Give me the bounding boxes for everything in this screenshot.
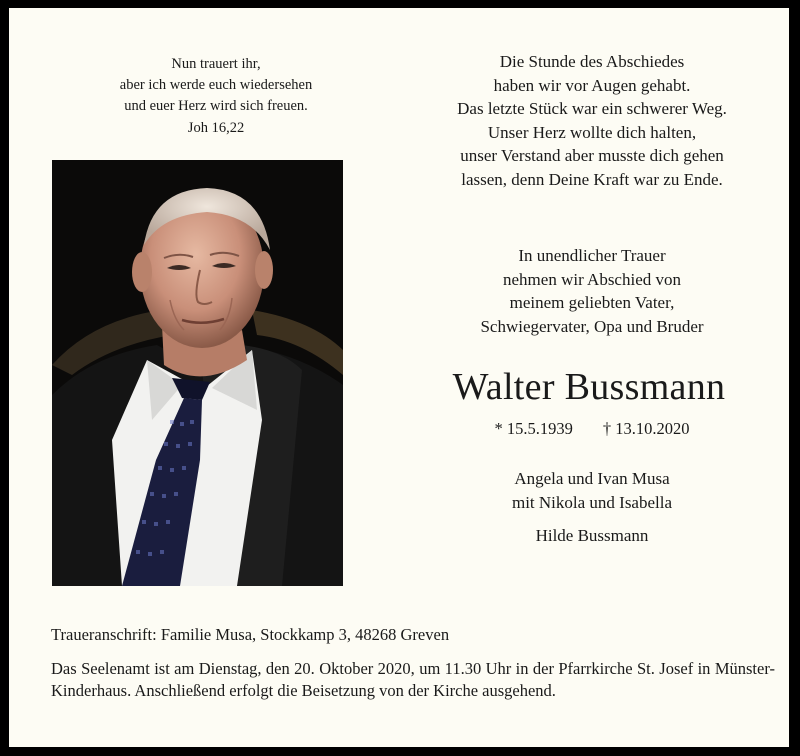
poem-line: Das letzte Stück war ein schwerer Weg. (457, 99, 727, 118)
poem-line: unser Verstand aber musste dich gehen (460, 146, 724, 165)
bible-verse (71, 54, 361, 139)
verse-line: Nun trauert ihr, (171, 56, 261, 72)
intro-line: Schwiegervater, Opa und Bruder (480, 316, 704, 336)
intro-line: In unendlicher Trauer (518, 246, 666, 265)
poem-line: Unser Herz wollte dich halten, (487, 122, 697, 142)
obituary-notice (9, 8, 789, 747)
birth-date: * 15.5.1939 (494, 419, 573, 438)
intro-line: nehmen wir Abschied von (503, 269, 681, 289)
verse-line: aber ich werde euch wiedersehen (119, 77, 313, 93)
poem-line: haben wir vor Augen gehabt. (493, 75, 691, 95)
poem-line: lassen, denn Deine Kraft war zu Ende. (461, 169, 723, 189)
life-dates (432, 418, 752, 440)
mourners (432, 467, 752, 548)
poem-line: Die Stunde des Abschiedes (499, 52, 685, 71)
intro-line: meinem geliebten Vater, (509, 293, 675, 312)
verse-line: und euer Herz wird sich freuen. (124, 98, 308, 114)
mourning-intro (432, 244, 752, 338)
verse-reference: Joh 16,22 (187, 120, 245, 136)
portrait-photo (52, 160, 343, 586)
farewell-poem (432, 50, 752, 191)
service-details: Das Seelenamt ist am Dienstag, den 20. Oktober 2020, um 11.30 Uhr in der Pfarrkirche St. Josef in Münster-Kinderhaus. Anschließend erfolgt die Beisetzung von der Kirche ausgehend. (51, 659, 775, 700)
mourner-line: Angela und Ivan Musa (514, 469, 670, 488)
mourner-line: Hilde Bussmann (535, 526, 649, 545)
mourning-address: Traueranschrift: Familie Musa, Stockkamp 3, 48268 Greven (51, 625, 450, 644)
mourner-line: mit Nikola und Isabella (511, 492, 673, 512)
deceased-name: Walter Bussmann (452, 366, 726, 408)
portrait-illustration (52, 160, 343, 586)
death-date: † 13.10.2020 (602, 419, 690, 438)
